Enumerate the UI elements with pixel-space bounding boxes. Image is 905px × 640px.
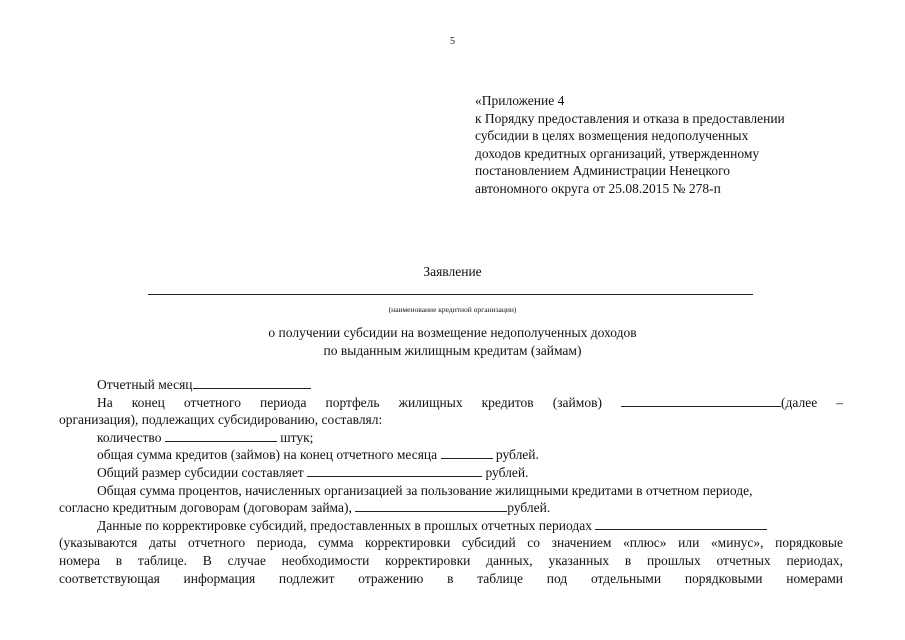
appendix-line: автономного округа от 25.08.2015 № 278-п <box>475 180 721 196</box>
subsidy-label: Общий размер субсидии составляет <box>97 464 304 480</box>
total-amount-unit: рублей. <box>495 447 539 463</box>
subsidy-field[interactable] <box>307 464 482 477</box>
count-label: количество <box>97 429 162 445</box>
subsidy-row <box>59 464 843 482</box>
organization-name-field[interactable] <box>148 294 753 295</box>
count-field[interactable] <box>165 429 277 442</box>
portfolio-label: На конец отчетного периода портфель жилищных кредитов (займов) <box>97 394 602 410</box>
total-amount-label: общая сумма кредитов (займов) на конец отчетного месяца <box>97 447 438 463</box>
organization-name-caption: (наименование кредитной организации) <box>388 305 517 314</box>
report-month-field[interactable] <box>193 376 311 389</box>
total-amount-row <box>59 446 843 464</box>
appendix-header <box>475 92 855 197</box>
interest-row: Общая сумма процентов, начисленных организацией за пользование жилищными кредитами в отчетном периоде, <box>97 482 753 498</box>
correction-text-line: соответствующая информация подлежит отражению в таблице под отдельными порядковыми номерами <box>59 570 843 586</box>
subsidy-unit: рублей. <box>485 464 529 480</box>
count-row <box>59 429 843 447</box>
correction-text-line: (указываются даты отчетного периода, сумма корректировки субсидий со значением «плюс» или «минус», порядковые <box>59 535 843 551</box>
count-unit: штук; <box>280 429 314 445</box>
appendix-line: доходов кредитных организаций, утвержденному <box>475 145 760 161</box>
appendix-line: субсидии в целях возмещения недополученных <box>475 128 749 143</box>
document-title: Заявление <box>423 264 482 279</box>
portfolio-note: (далее – <box>781 394 844 410</box>
report-month-label: Отчетный месяц <box>97 377 193 392</box>
portfolio-row <box>59 394 843 412</box>
page-number: 5 <box>450 36 455 47</box>
correction-row <box>59 517 843 535</box>
subject-line: о получении субсидии на возмещение недополученных доходов <box>268 325 637 340</box>
appendix-line: постановлением Администрации Ненецкого <box>475 163 731 178</box>
interest-row-continuation <box>59 499 843 517</box>
document-subject <box>0 324 905 360</box>
portfolio-continuation: организация), подлежащих субсидированию, составлял: <box>59 412 383 428</box>
correction-field[interactable] <box>595 517 767 530</box>
appendix-line: «Приложение 4 <box>475 93 565 108</box>
correction-text-line: номера в таблице. В случае необходимости корректировки данных, указанных в прошлых отчетных периодах, <box>59 552 843 568</box>
interest-unit: рублей. <box>507 500 551 516</box>
total-amount-field[interactable] <box>441 446 493 459</box>
report-month-row <box>59 376 843 394</box>
interest-field[interactable] <box>355 499 507 512</box>
correction-label: Данные по корректировке субсидий, предоставленных в прошлых отчетных периодах <box>97 517 592 533</box>
document-body <box>59 376 843 587</box>
interest-label: согласно кредитным договорам (договорам займа), <box>59 500 352 516</box>
portfolio-field[interactable] <box>621 394 781 407</box>
appendix-line: к Порядку предоставления и отказа в предоставлении <box>475 110 785 126</box>
subject-line: по выданным жилищным кредитам (займам) <box>323 343 582 358</box>
